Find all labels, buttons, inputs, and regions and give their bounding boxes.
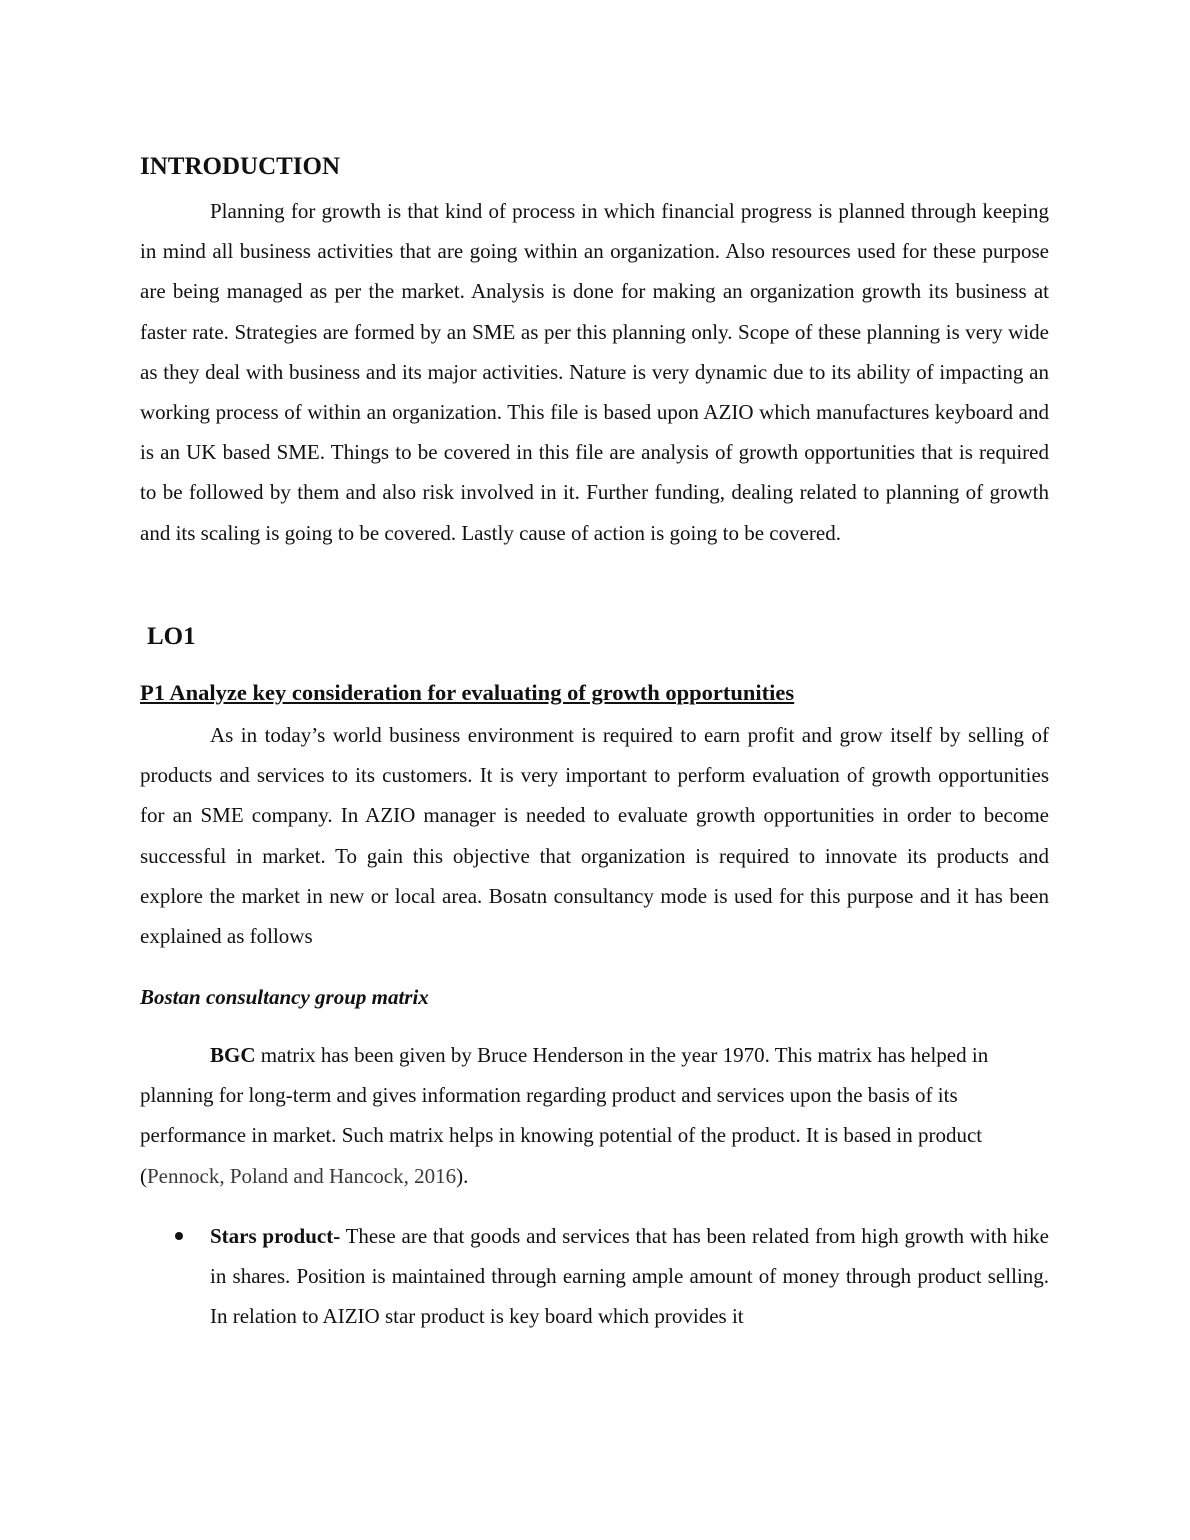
intro-paragraph: Planning for growth is that kind of process in which financial progress is planned through keeping in mind all business activities that are going within an organization. Also resources used for these purpose are being managed as per the market. Analysis is done for making an organization growth its business at faster rate. Strategies are formed by an SME as per this planning only. Scope of these planning is very wide as they deal with business and its major activities. Nature is very dynamic due to its ability of impacting an working process of within an organization. This file is based upon AZIO which manufactures keyboard and is an UK based SME. Things to be covered in this file are analysis of growth opportunities that is required to be followed by them and also risk involved in it. Further funding, dealing related to planning of growth and its scaling is going to be covered. Lastly cause of action is going to be covered. — [140, 199, 1049, 545]
bcg-citation: Pennock, Poland and Hancock, 2016 — [147, 1163, 457, 1188]
intro-heading: INTRODUCTION — [140, 153, 341, 180]
p1-subheading: P1 Analyze key consideration for evaluating of growth opportunities — [140, 680, 795, 705]
bcg-lead-bold: BGC — [210, 1043, 256, 1067]
bullet-list — [140, 1216, 1049, 1337]
lo1-paragraph: As in today’s world business environment is required to earn profit and grow itself by selling of products and services to its customers. It is very important to perform evaluation of growth opportunities for an SME company. In AZIO manager is needed to evaluate growth opportunities in order to become successful in market. To gain this objective that organization is required to innovate its products and explore the market in new or local area. Bosatn consultancy mode is used for this purpose and it has been explained as follows — [140, 723, 1049, 949]
bullet-item-stars — [210, 1216, 1049, 1337]
lo1-heading: LO1 — [147, 623, 196, 650]
bullet-text: These are that goods and services that has been related from high growth with hike in shares. Position is maintained through earning ample amount of money through product selling. In relation to AIZIO star product is key board which provides it — [210, 1224, 1050, 1329]
bcg-paragraph-end: ). — [456, 1163, 469, 1188]
bullet-title: Stars product- — [210, 1224, 341, 1248]
bcg-paragraph-text: matrix has been given by Bruce Henderson in the year 1970. This matrix has helped in planning for long-term and gives information regarding product and services upon the basis of its performance in market. Such matrix helps in knowing potential of the product. It is based in product ( — [140, 1043, 989, 1188]
bcg-paragraph — [140, 1035, 1040, 1196]
bullet-dot-icon — [175, 1232, 183, 1240]
bcg-heading: Bostan consultancy group matrix — [140, 985, 429, 1009]
